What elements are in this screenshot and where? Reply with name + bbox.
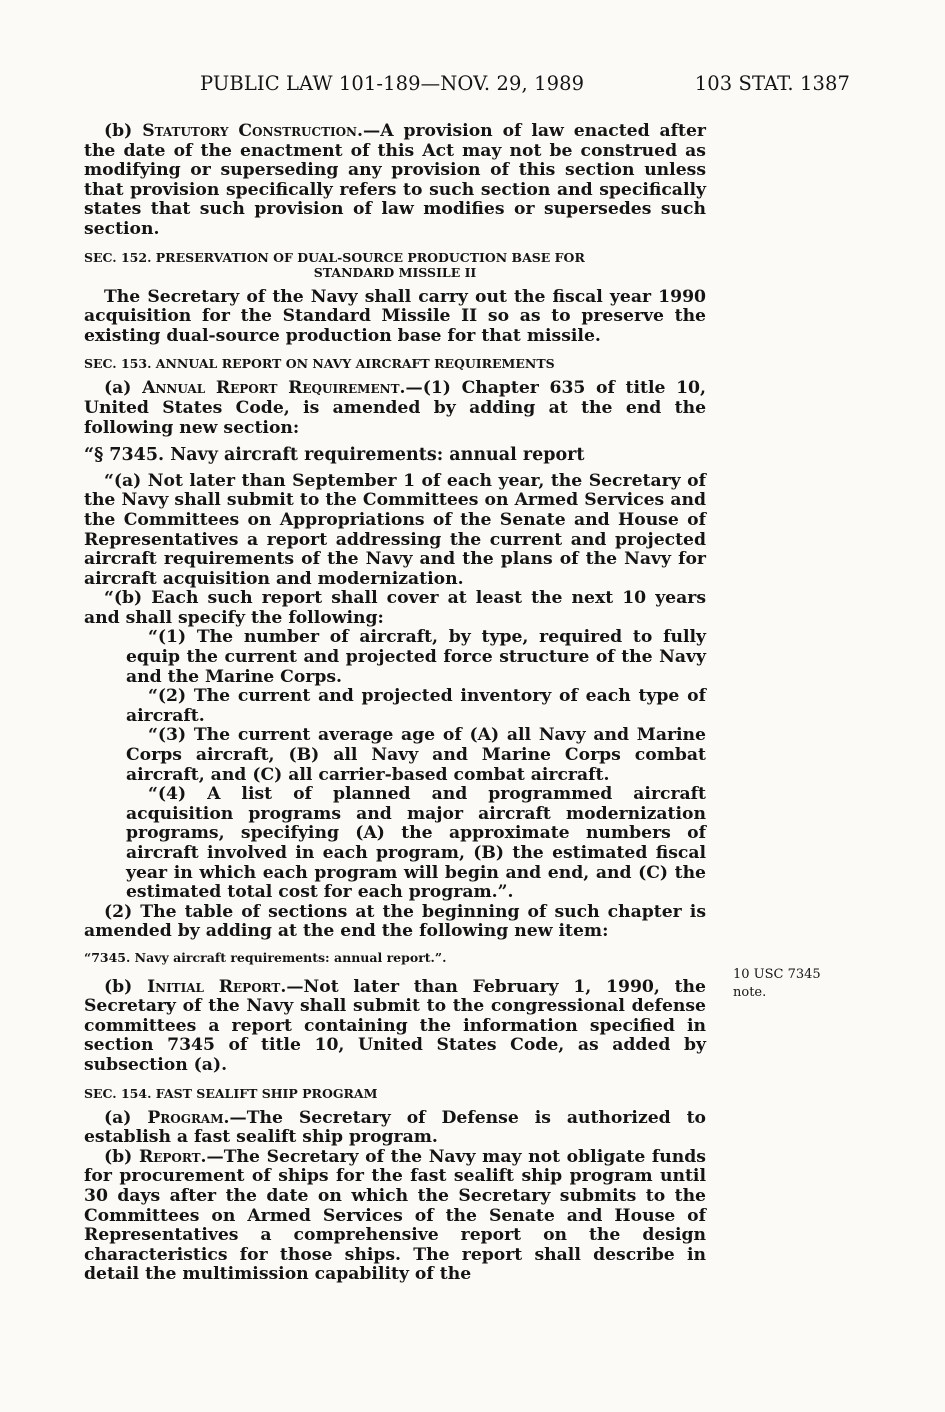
sec153-heading: SEC. 153. ANNUAL REPORT ON NAVY AIRCRAFT REQUIREMENTS: [84, 356, 555, 372]
marginal-note: 10 USC 7345 note.: [733, 967, 821, 1000]
sec7345-item-3: “(3) The current average age of (A) all Navy and Marine Corps aircraft, (B) all Navy and Marine Corps combat aircraft, and (C) all carrier-based combat aircraft.: [126, 725, 706, 785]
document-body: [84, 122, 706, 1285]
subsection-heading: Program.: [147, 1107, 230, 1128]
sec7345-item-1: “(1) The number of aircraft, by type, required to fully equip the current and projected force structure of the Navy and the Marine Corps.: [126, 627, 706, 687]
sec151-subsection-b: (b) Statutory Construction.—A provision of law enacted after the date of the enactment of this Act may not be construed as modifying or superseding any provision of this section unless that provision specifically refers to such section and specifically states that such provision of law modifies or supersedes such section.: [84, 121, 706, 239]
sec152-heading: SEC. 152. PRESERVATION OF DUAL-SOURCE PRODUCTION BASE FOR STANDARD MISSILE II: [84, 249, 585, 280]
table-of-sections-item: “7345. Navy aircraft requirements: annual report.”.: [84, 949, 447, 965]
subsection-heading: Report.: [138, 1146, 207, 1167]
sec7345-item-4: “(4) A list of planned and programmed aircraft acquisition programs and major aircraft modernization programs, specifying (A) the approximate numbers of aircraft involved in each program, (B) the estimated fiscal year in which each program will begin and end, and (C) the estimated total cost for each program.”.: [126, 784, 706, 903]
subsection-heading: Initial Report.: [147, 976, 287, 997]
public-law-citation: PUBLIC LAW 101-189—NOV. 29, 1989: [200, 72, 585, 95]
sec153-para-2: (2) The table of sections at the beginning of such chapter is amended by adding at the end the following new item:: [84, 901, 706, 942]
sec154-subsection-a: (a) Program.—The Secretary of Defense is authorized to establish a fast sealift ship program.: [84, 1107, 706, 1148]
subsection-heading: Statutory Construction.: [142, 121, 364, 141]
sec153-subsection-a: (a) Annual Report Requirement.—(1) Chapter 635 of title 10, United States Code, is amended by adding at the end the following new section:: [84, 378, 706, 438]
subsection-heading: Annual Report Requirement.: [142, 378, 406, 399]
sec152-text: The Secretary of the Navy shall carry out the fiscal year 1990 acquisition for the Standard Missile II so as to preserve the existing dual-source production base for that missile.: [84, 286, 706, 346]
sec153-subsection-b: (b) Initial Report.—Not later than February 1, 1990, the Secretary of the Navy shall submit to the congressional defense committees a report containing the information specified in section 7345 of title 10, United States Code, as added by subsection (a).: [84, 976, 706, 1075]
stat-page-number: 103 STAT. 1387: [694, 72, 850, 95]
sec154-subsection-b: (b) Report.—The Secretary of the Navy may not obligate funds for procurement of ships for the fast sealift ship program until 30 days after the date on which the Secretary submits to the Committees on Armed Services of the Senate and House of Representatives a comprehensive report on the design characteristics for those ships. The report shall describe in detail the multimission capability of the: [84, 1146, 706, 1285]
sec154-heading: SEC. 154. FAST SEALIFT SHIP PROGRAM: [84, 1085, 378, 1101]
sec7345-para-b: “(b) Each such report shall cover at least the next 10 years and shall specify the following:: [84, 588, 706, 628]
sec7345-para-a: “(a) Not later than September 1 of each year, the Secretary of the Navy shall submit to the Committees on Armed Services and the Committees on Appropriations of the Senate and House of Representatives a report addressing the current and projected aircraft requirements of the Navy and the plans of the Navy for aircraft acquisition and modernization.: [84, 470, 706, 589]
sec7345-title: “§ 7345. Navy aircraft requirements: annual report: [84, 445, 585, 466]
sec7345-item-2: “(2) The current and projected inventory of each type of aircraft.: [126, 686, 706, 726]
